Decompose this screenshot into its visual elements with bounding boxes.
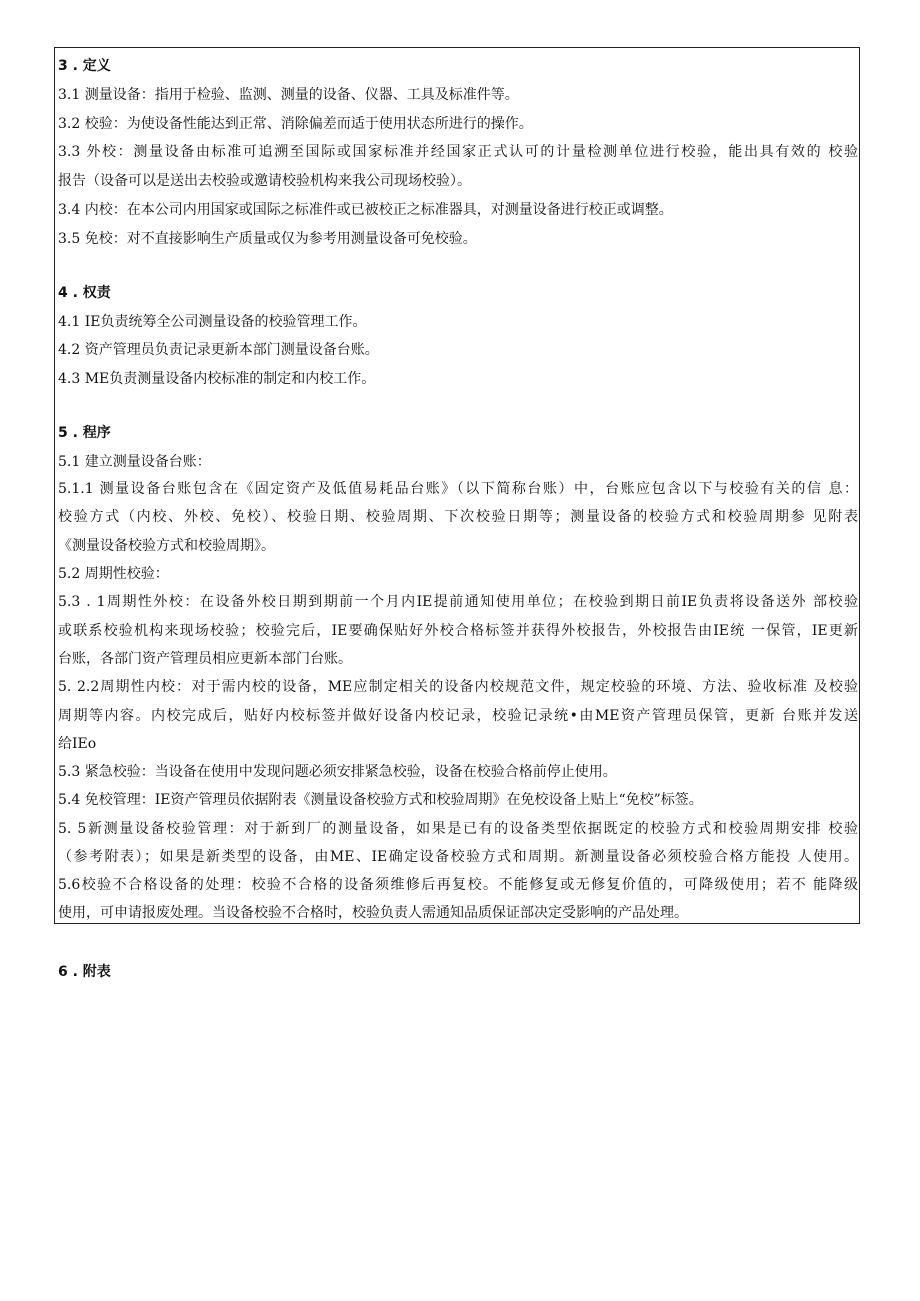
- clause-4-1: 4.1 IE负责统筹全公司测量设备的校验管理工作。: [58, 314, 367, 330]
- clause-3-1: 3.1 测量设备：指用于检验、监测、测量的设备、仪器、工具及标准件等。: [58, 87, 519, 103]
- clause-5-3: 5.3 紧急校验：当设备在使用中发现问题必须安排紧急校验，设备在校验合格前停止使用。: [58, 764, 617, 780]
- section-5-heading: 5 . 程序: [58, 425, 111, 441]
- clause-5-6-cont: 使用，可申请报废处理。当设备校验不合格时，校验负责人需通知品质保证部决定受影响的产品处理。: [58, 905, 688, 921]
- clause-3-3: 3.3 外校：测量设备由标准可追溯至国际或国家标准并经国家正式认可的计量检测单位进行校验，能出具有效的 校验: [58, 144, 858, 160]
- section-3-heading: 3 . 定义: [58, 58, 111, 74]
- clause-3-5: 3.5 免校：对不直接影响生产质量或仅为参考用测量设备可免校验。: [58, 231, 477, 247]
- clause-5-4: 5.4 免校管理：IE资产管理员依据附表《测量设备校验方式和校验周期》在免校设备上贴上“免校”标签。: [58, 792, 703, 808]
- clause-5-6: 5.6校验不合格设备的处理：校验不合格的设备须维修后再复校。不能修复或无修复价值的，可降级使用；若不 能降级: [58, 877, 858, 893]
- clause-3-4: 3.4 内校：在本公司内用国家或国际之标准件或已被校正之标准器具，对测量设备进行校正或调整。: [58, 202, 673, 218]
- clause-5-1-1: 5.1.1 测量设备台账包含在《固定资产及低值易耗品台账》（以下简称台账）中，台账应包含以下与校验有关的信 息：: [58, 481, 858, 497]
- clause-4-3: 4.3 ME负责测量设备内校标准的制定和内校工作。: [58, 371, 376, 387]
- clause-5-5-cont: （参考附表）；如果是新类型的设备，由ME、IE确定设备校验方式和周期。新测量设备必须校验合格方能投 人使用。: [58, 849, 858, 865]
- clause-5-2-2-cont-a: 周期等内容。内校完成后，贴好内校标签并做好设备内校记录，校验记录统•由ME资产管理员保管，更新 台账并发送: [58, 708, 858, 724]
- clause-5-1-1-cont-a: 校验方式（内校、外校、免校）、校验日期、校验周期、下次校验日期等；测量设备的校验方式和校验周期参 见附表: [58, 509, 858, 525]
- clause-5-1-1-cont-b: 《测量设备校验方式和校验周期》。: [58, 538, 275, 554]
- clause-5-2-2-cont-b: 给IEo: [58, 736, 97, 752]
- clause-5-3-1-cont-b: 台账，各部门资产管理员相应更新本部门台账。: [58, 651, 352, 667]
- clause-3-2: 3.2 校验：为使设备性能达到正常、消除偏差而适于使用状态所进行的操作。: [58, 116, 533, 132]
- section-6-heading: 6 . 附表: [58, 964, 111, 980]
- clause-4-2: 4.2 资产管理员负责记录更新本部门测量设备台账。: [58, 342, 379, 358]
- clause-5-1: 5.1 建立测量设备台账：: [58, 454, 211, 470]
- clause-5-2-2: 5. 2.2周期性内校：对于需内校的设备，ME应制定相关的设备内校规范文件，规定校验的环境、方法、验收标准 及校验: [58, 679, 858, 695]
- clause-5-2: 5.2 周期性校验：: [58, 566, 169, 582]
- clause-3-3-cont: 报告（设备可以是送出去校验或邀请校验机构来我公司现场校验）。: [58, 173, 471, 189]
- clause-5-5: 5. 5新测量设备校验管理：对于新到厂的测量设备，如果是已有的设备类型依据既定的校验方式和校验周期安排 校验: [58, 821, 858, 837]
- clause-5-3-1-cont-a: 或联系校验机构来现场校验；校验完后，IE要确保贴好外校合格标签并获得外校报告，外校报告由IE统 一保管，IE更新: [58, 623, 858, 639]
- clause-5-3-1: 5.3 . 1周期性外校：在设备外校日期到期前一个月内IE提前通知使用单位；在校验到期日前IE负责将设备送外 部校验: [58, 594, 858, 610]
- section-4-heading: 4 . 权责: [58, 285, 111, 301]
